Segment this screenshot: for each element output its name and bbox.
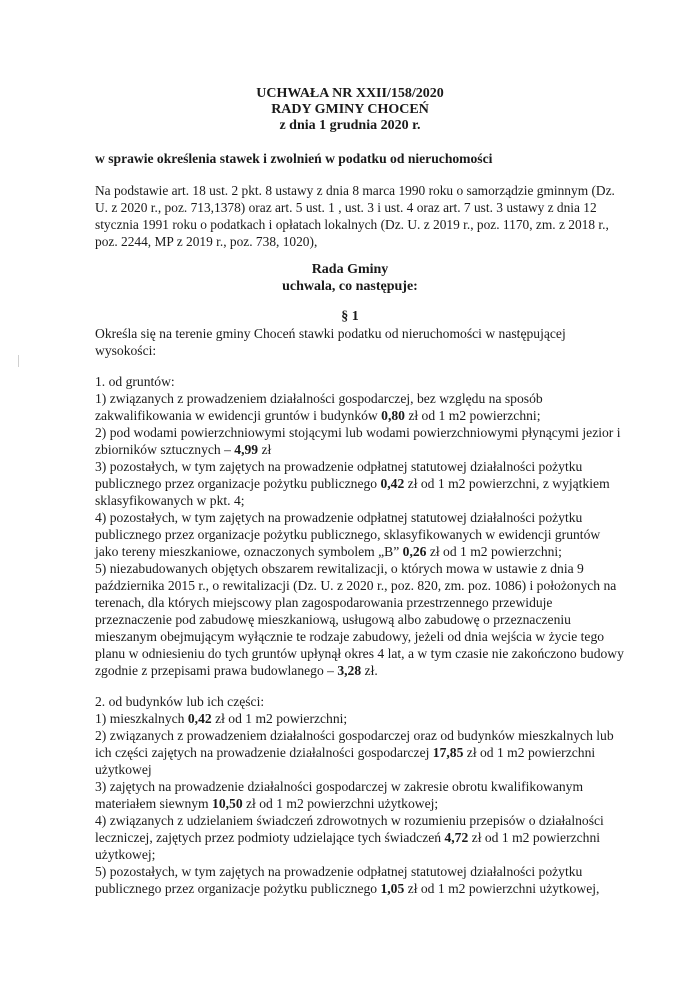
text: zgodnie z przepisami prawa budowlanego – [95,663,338,678]
land-item-4-cont: publicznego przez organizacje pożytku publicznego, sklasyfikowanych w ewidencji gruntów [95,527,601,542]
text: publicznego przez organizacje pożytku publicznego [95,476,381,491]
text: zł od 1 m2 powierzchni; [404,408,541,423]
text: publicznego przez organizacje pożytku publicznego [95,881,381,896]
building-item-4-rate-line [95,829,600,846]
rate-value: 4,72 [444,830,469,845]
buildings-heading: 2. od budynków lub ich części: [95,694,265,709]
text: zakwalifikowania w ewidencji gruntów i budynków [95,408,382,423]
council-heading: Rada Gminy [311,262,389,277]
building-item-4: 4) związanych z udzielaniem świadczeń zdrowotnych w rozumieniu przepisów o działalności [95,813,604,828]
text: 1) mieszkalnych [95,711,188,726]
rate-value: 0,42 [187,711,212,726]
text: zł. [361,663,378,678]
resolution-subject: w sprawie określenia stawek i zwolnień w podatku od nieruchomości [95,151,493,166]
building-item-3: 3) zajętych na prowadzenie działalności gospodarczej w zakresie obrotu kwalifikowanym [95,779,584,794]
land-item-5-rate-line [95,662,378,679]
land-item-3-rate-line [95,475,610,492]
resolution-number: UCHWAŁA NR XXII/158/2020 [256,86,444,101]
land-item-5-cont: planu w odniesieniu do tych gruntów upłynął okres 4 lat, a w tym czasie nie zakończono budowy [95,646,624,661]
text: leczniczej, zajętych przez podmioty udzielające tych świadczeń [95,830,445,845]
land-item-5: 5) niezabudowanych objętych obszarem rewitalizacji, o których mowa w ustawie z dnia 9 [95,561,584,576]
text: zł od 1 m2 powierzchni użytkowej, [404,881,600,896]
land-item-5-cont: przeznaczenie pod zabudowę mieszkaniową, usługową albo zabudowę o przeznaczeniu [95,612,571,627]
building-item-5-rate-line [95,880,599,897]
rate-value: 0,42 [380,476,405,491]
rate-value: 17,85 [432,745,464,760]
land-item-3-cont: sklasyfikowanych w pkt. 4; [95,493,245,508]
text: zł od 1 m2 powierzchni użytkowej; [242,796,439,811]
building-item-1 [95,710,347,727]
section-1-intro: Określa się na terenie gminy Choceń stawki podatku od nieruchomości w następującej [95,326,566,341]
building-item-2-rate-line [95,744,595,761]
text: zł od 1 m2 powierzchni [463,745,596,760]
building-item-4-cont: użytkowej; [95,847,156,862]
land-item-4-rate-line [95,543,562,560]
land-item-4: 4) pozostałych, w tym zajętych na prowadzenie odpłatnej statutowej działalności pożytku [95,510,583,525]
rate-value: 1,05 [380,881,405,896]
section-1-intro: wysokości: [95,343,157,358]
building-item-2: 2) związanych z prowadzeniem działalności gospodarczej oraz od budynków mieszkalnych lub [95,728,614,743]
scan-artifact [18,355,19,367]
council-name: RADY GMINY CHOCEŃ [271,102,429,117]
land-item-5-cont: października 2015 r., o rewitalizacji (Dz. U. z 2020 r., poz. 820, zm. poz. 1086) i położonych na [95,578,617,593]
land-item-5-cont: terenach, dla których miejscowy plan zagospodarowania przestrzennego przewiduje [95,595,553,610]
building-item-3-rate-line [95,795,438,812]
resolves-heading: uchwala, co następuje: [282,279,418,294]
section-1-heading: § 1 [341,309,359,324]
preamble-line: U. z 2020 r., poz. 713,1378) oraz art. 5 ust. 1 , ust. 3 i ust. 4 oraz art. 7 ust. 3 ustawy z dnia 12 [95,200,597,215]
rate-value: 3,28 [337,663,362,678]
text: zł od 1 m2 powierzchni; [211,711,348,726]
preamble-line: Na podstawie art. 18 ust. 2 pkt. 8 ustawy z dnia 8 marca 1990 roku o samorządzie gminnym (Dz. [95,183,615,198]
text: zł [258,442,272,457]
land-item-2-rate-line [95,441,271,458]
text: zbiorników sztucznych – [95,442,235,457]
text: zł od 1 m2 powierzchni [468,830,601,845]
land-item-1: 1) związanych z prowadzeniem działalności gospodarczej, bez względu na sposób [95,391,543,406]
land-item-2: 2) pod wodami powierzchniowymi stojącymi lub wodami powierzchniowymi płynącymi jezior i [95,425,621,440]
text: jako tereny mieszkaniowe, oznaczonych symbolem „B” [95,544,403,559]
land-item-5-cont: mieszanym obejmującym wyłącznie te rodzaje zabudowy, jeżeli od dnia wejścia w życie tego [95,629,605,644]
rate-value: 4,99 [234,442,259,457]
text: zł od 1 m2 powierzchni; [426,544,562,559]
rate-value: 0,26 [402,544,427,559]
preamble-line: stycznia 1991 roku o podatkach i opłatach lokalnych (Dz. U. z 2019 r., poz. 1170, zm. z 2018 r., [95,217,609,232]
preamble-line: poz. 2244, MP z 2019 r., poz. 738, 1020), [95,234,318,249]
building-item-2-cont: użytkowej [95,762,152,777]
resolution-date: z dnia 1 grudnia 2020 r. [279,118,421,133]
land-item-1-rate-line [95,407,540,424]
text: ich części zajętych na prowadzenie działalności gospodarczej [95,745,433,760]
text: materiałem siewnym [95,796,213,811]
land-heading: 1. od gruntów: [95,374,175,389]
building-item-5: 5) pozostałych, w tym zajętych na prowadzenie odpłatnej statutowej działalności pożytku [95,864,583,879]
rate-value: 0,80 [381,408,405,423]
rate-value: 10,50 [212,796,243,811]
land-item-3: 3) pozostałych, w tym zajętych na prowadzenie odpłatnej statutowej działalności pożytku [95,459,583,474]
text: zł od 1 m2 powierzchni, z wyjątkiem [404,476,610,491]
